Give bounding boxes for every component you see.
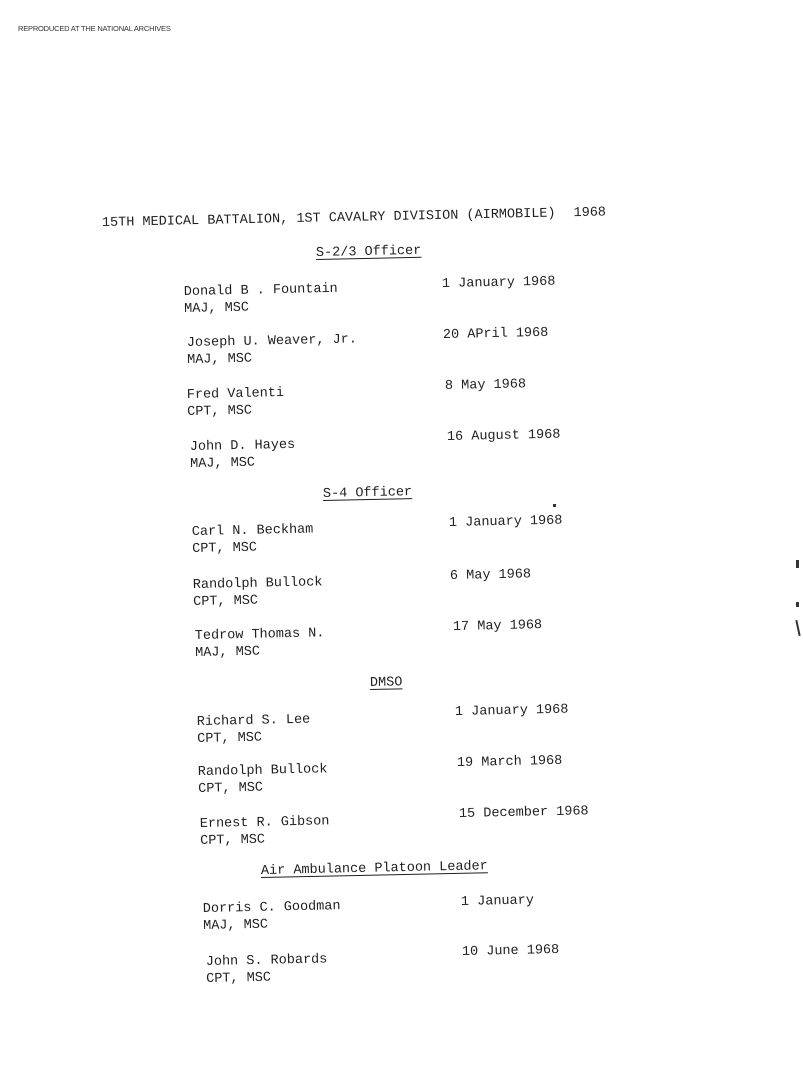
roster-entry	[197, 712, 311, 748]
roster-entry	[193, 574, 323, 611]
assignment-date: 16 August 1968	[446, 427, 561, 445]
officer-name: Ernest R. Gibson	[199, 814, 330, 833]
assignment-date: 17 May 1968	[452, 618, 543, 635]
officer-name: Randolph Bullock	[197, 762, 328, 781]
roster-entry	[198, 761, 328, 798]
officer-rank: MAJ, MSC	[190, 455, 256, 472]
roster-entry	[200, 813, 330, 850]
assignment-date: 1 January 1968	[448, 513, 563, 531]
ink-speck	[553, 504, 556, 507]
officer-rank: CPT, MSC	[187, 403, 253, 420]
officer-rank: CPT, MSC	[197, 730, 263, 747]
title-year: 1968	[573, 205, 607, 222]
roster-entry	[190, 437, 296, 473]
title-text: 15TH MEDICAL BATTALION, 1ST CAVALRY DIVISION (AIRMOBILE)	[101, 206, 556, 231]
assignment-date: 15 December 1968	[458, 804, 589, 822]
assignment-date: 1 January	[460, 893, 535, 910]
officer-rank: MAJ, MSC	[184, 300, 250, 317]
section-heading-s4: S-4 Officer	[322, 485, 413, 502]
document-title	[102, 205, 606, 231]
officer-name: John S. Robards	[205, 952, 328, 971]
scan-mark	[796, 602, 799, 607]
assignment-date: 10 June 1968	[461, 942, 560, 960]
assignment-date: 8 May 1968	[444, 377, 527, 394]
roster-entry	[184, 281, 339, 318]
officer-name: Fred Valenti	[186, 385, 285, 404]
roster-entry	[187, 331, 358, 369]
assignment-date: 6 May 1968	[449, 567, 532, 584]
officer-rank: MAJ, MSC	[187, 351, 253, 368]
officer-name: Dorris C. Goodman	[202, 899, 341, 918]
officer-rank: MAJ, MSC	[203, 917, 269, 934]
roster-entry	[187, 385, 285, 421]
section-heading-s23: S-2/3 Officer	[315, 243, 422, 261]
officer-rank: MAJ, MSC	[195, 644, 261, 661]
officer-name: Tedrow Thomas N.	[194, 626, 325, 645]
officer-rank: CPT, MSC	[198, 780, 264, 797]
officer-rank: CPT, MSC	[193, 593, 259, 610]
roster-entry	[203, 898, 341, 935]
scan-mark	[795, 620, 800, 636]
scan-mark	[796, 560, 799, 568]
roster-entry	[195, 625, 325, 662]
assignment-date: 20 APril 1968	[442, 325, 549, 343]
assignment-date: 19 March 1968	[456, 753, 563, 771]
officer-name: Carl N. Beckham	[191, 522, 314, 541]
section-heading-dmso: DMSO	[369, 675, 403, 691]
roster-entry	[206, 951, 328, 988]
officer-rank: CPT, MSC	[200, 832, 266, 849]
officer-name: Randolph Bullock	[192, 575, 323, 594]
officer-name: Richard S. Lee	[196, 712, 311, 731]
assignment-date: 1 January 1968	[454, 702, 569, 720]
officer-rank: CPT, MSC	[192, 540, 258, 557]
archive-stamp: REPRODUCED AT THE NATIONAL ARCHIVES	[18, 24, 171, 33]
officer-name: Donald B . Fountain	[183, 281, 338, 301]
section-heading-air-ambulance: Air Ambulance Platoon Leader	[260, 859, 488, 879]
roster-entry	[192, 521, 314, 558]
officer-name: John D. Hayes	[189, 437, 296, 456]
officer-rank: CPT, MSC	[206, 970, 272, 987]
assignment-date: 1 January 1968	[441, 274, 556, 292]
officer-name: Joseph U. Weaver, Jr.	[186, 332, 358, 352]
